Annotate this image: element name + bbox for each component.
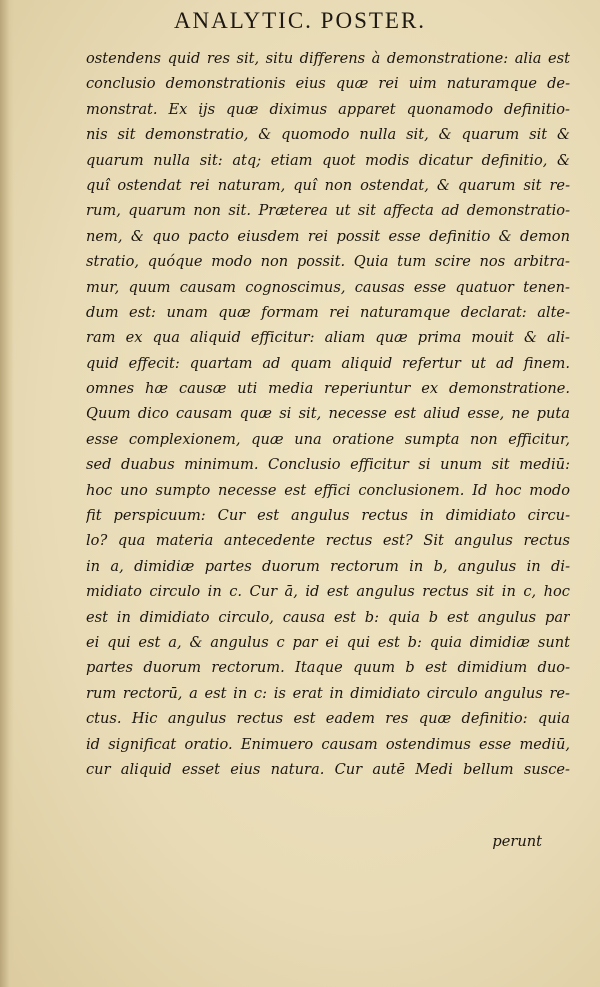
text-line: lo? qua materia antecedente rectus est? Sit angulus rectus — [86, 532, 570, 550]
body-text — [86, 46, 570, 782]
text-line: Quum dico causam quæ si sit, necesse est aliud esse, ne puta — [86, 405, 570, 423]
text-line: monstrat. Ex ijs quæ diximus apparet quonamodo definitio- — [86, 100, 570, 118]
text-line: ei qui est a, & angulus c par ei qui est b: quia dimidiæ sunt — [86, 633, 570, 651]
text-line: ram ex qua aliquid efficitur: aliam quæ prima mouit & ali- — [86, 329, 570, 347]
text-line: quarum nulla sit: atq; etiam quot modis dicatur definitio, & — [86, 151, 570, 169]
text-line: id significat oratio. Enimuero causam ostendimus esse mediū, — [86, 735, 570, 753]
text-line: esse complexionem, quæ una oratione sumpta non efficitur, — [86, 430, 570, 448]
text-line: ostendens quid res sit, situ differens à demonstratione: alia est — [86, 50, 570, 67]
text-line: in a, dimidiæ partes duorum rectorum in b, angulus in di- — [86, 557, 570, 575]
text-line: hoc uno sumpto necesse est effici conclusionem. Id hoc modo — [86, 481, 570, 499]
text-line: quid effecit: quartam ad quam aliquid refertur ut ad finem. — [86, 354, 570, 372]
catchword: perunt — [492, 833, 542, 850]
text-line: sed duabus minimum. Conclusio efficitur si unum sit mediū: — [86, 456, 570, 474]
text-line: conclusio demonstrationis eius quæ rei uim naturamque de- — [86, 75, 570, 93]
text-line: partes duorum rectorum. Itaque quum b est dimidium duo- — [86, 659, 570, 677]
text-line: ctus. Hic angulus rectus est eadem res quæ definitio: quia — [86, 710, 570, 728]
running-title: ANALYTIC. POSTER. — [173, 8, 427, 33]
text-line: dum est: unam quæ formam rei naturamque declarat: alte- — [86, 303, 570, 321]
text-line: nis sit demonstratio, & quomodo nulla sit, & quarum sit & — [86, 126, 570, 144]
text-line: stratio, quóque modo non possit. Quia tum scire nos arbitra- — [86, 253, 570, 271]
text-line: est in dimidiato circulo, causa est b: quia b est angulus par — [86, 608, 570, 626]
text-line: mur, quum causam cognoscimus, causas esse quatuor tenen- — [86, 278, 570, 296]
text-line: fit perspicuum: Cur est angulus rectus in dimidiato circu- — [86, 507, 570, 525]
text-line: nem, & quo pacto eiusdem rei possit esse definitio & demon — [86, 227, 570, 245]
page-gutter-shadow — [0, 0, 14, 987]
text-line: rum, quarum non sit. Præterea ut sit affecta ad demonstratio- — [86, 202, 570, 220]
text-line: midiato circulo in c. Cur ā, id est angulus rectus sit in c, hoc — [86, 583, 570, 601]
text-line: cur aliquid esset eius natura. Cur autē Medi bellum susce- — [86, 760, 570, 778]
text-line: omnes hæ causæ uti media reperiuntur ex demonstratione. — [86, 380, 570, 398]
text-line: quî ostendat rei naturam, quî non ostendat, & quarum sit re- — [86, 176, 570, 194]
text-line: rum rectorū, a est in c: is erat in dimidiato circulo angulus re- — [86, 684, 570, 702]
